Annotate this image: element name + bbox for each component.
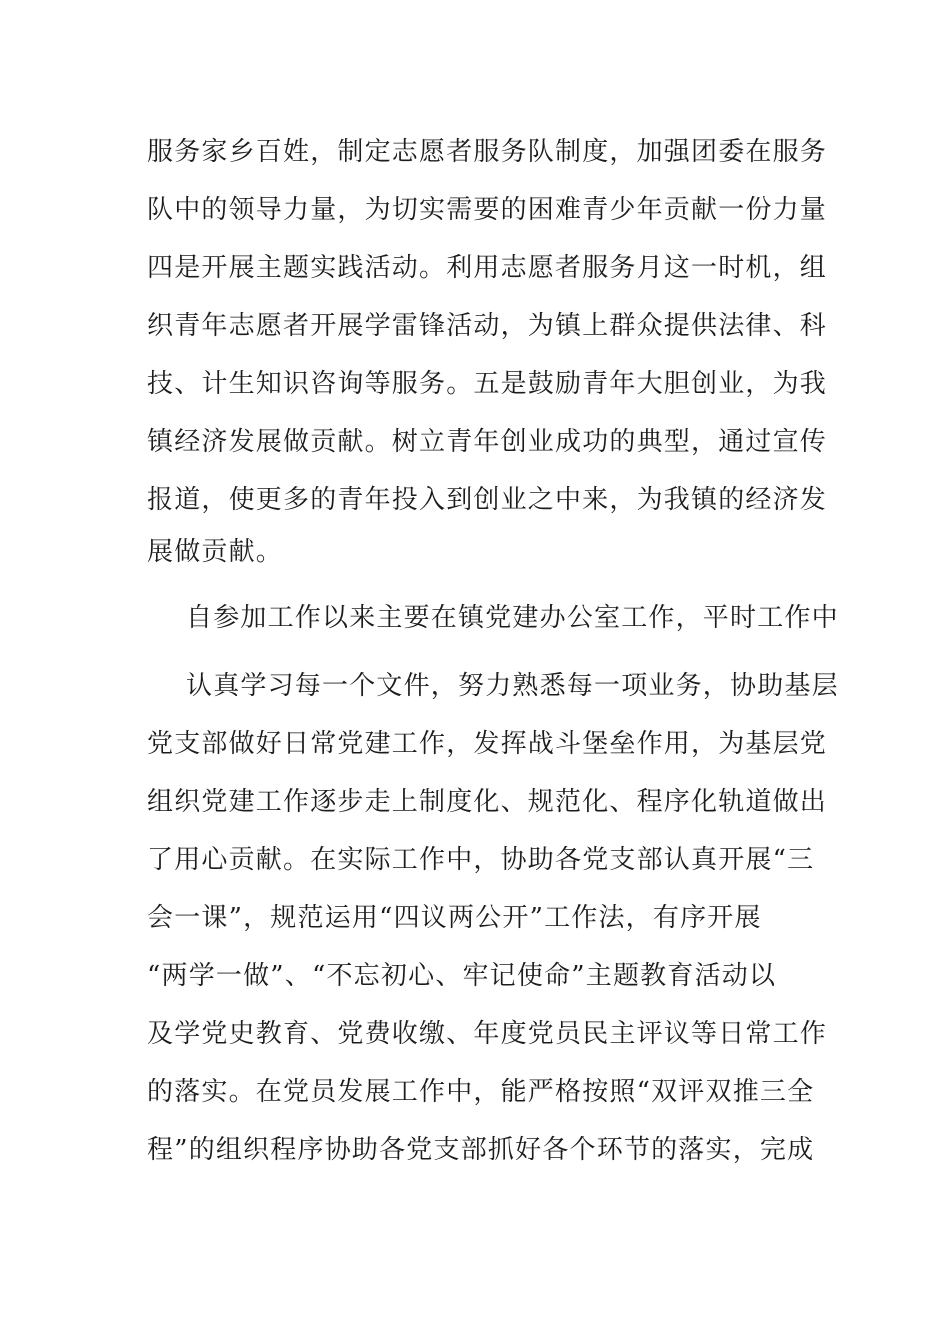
text-line: 自参加工作以来主要在镇党建办公室工作，平时工作中 <box>186 603 839 633</box>
text-line: 展做贡献。 <box>147 537 284 567</box>
text-line: 了用心贡献。在实际工作中，协助各党支部认真开展“三 <box>147 845 815 875</box>
text-line: 会一课”，规范运用“四议两公开”工作法，有序开展 <box>147 903 762 933</box>
text-line: 镇经济发展做贡献。树立青年创业成功的典型，通过宣传 <box>147 427 828 457</box>
text-line: 的落实。在党员发展工作中，能严格按照“双评双推三全 <box>147 1077 815 1107</box>
text-line: 党支部做好日常党建工作，发挥战斗堡垒作用，为基层党 <box>147 729 828 759</box>
text-line: “两学一做”、“不忘初心、牢记使命”主题教育活动以 <box>147 961 777 991</box>
text-line: 组织党建工作逐步走上制度化、规范化、程序化轨道做出 <box>147 787 828 817</box>
text-line: 技、计生知识咨询等服务。五是鼓励青年大胆创业，为我 <box>147 369 828 399</box>
text-line: 四是开展主题实践活动。利用志愿者服务月这一时机，组 <box>147 253 828 283</box>
text-line: 认真学习每一个文件，努力熟悉每一项业务，协助基层 <box>186 671 839 701</box>
text-line: 织青年志愿者开展学雷锋活动，为镇上群众提供法律、科 <box>147 311 828 341</box>
text-line: 队中的领导力量，为切实需要的困难青少年贡献一份力量 <box>147 195 828 225</box>
text-line: 及学党史教育、党费收缴、年度党员民主评议等日常工作 <box>147 1019 828 1049</box>
text-line: 服务家乡百姓，制定志愿者服务队制度，加强团委在服务 <box>147 137 828 167</box>
text-line: 报道，使更多的青年投入到创业之中来，为我镇的经济发 <box>147 485 828 515</box>
text-line: 程”的组织程序协助各党支部抓好各个环节的落实，完成 <box>147 1135 815 1165</box>
